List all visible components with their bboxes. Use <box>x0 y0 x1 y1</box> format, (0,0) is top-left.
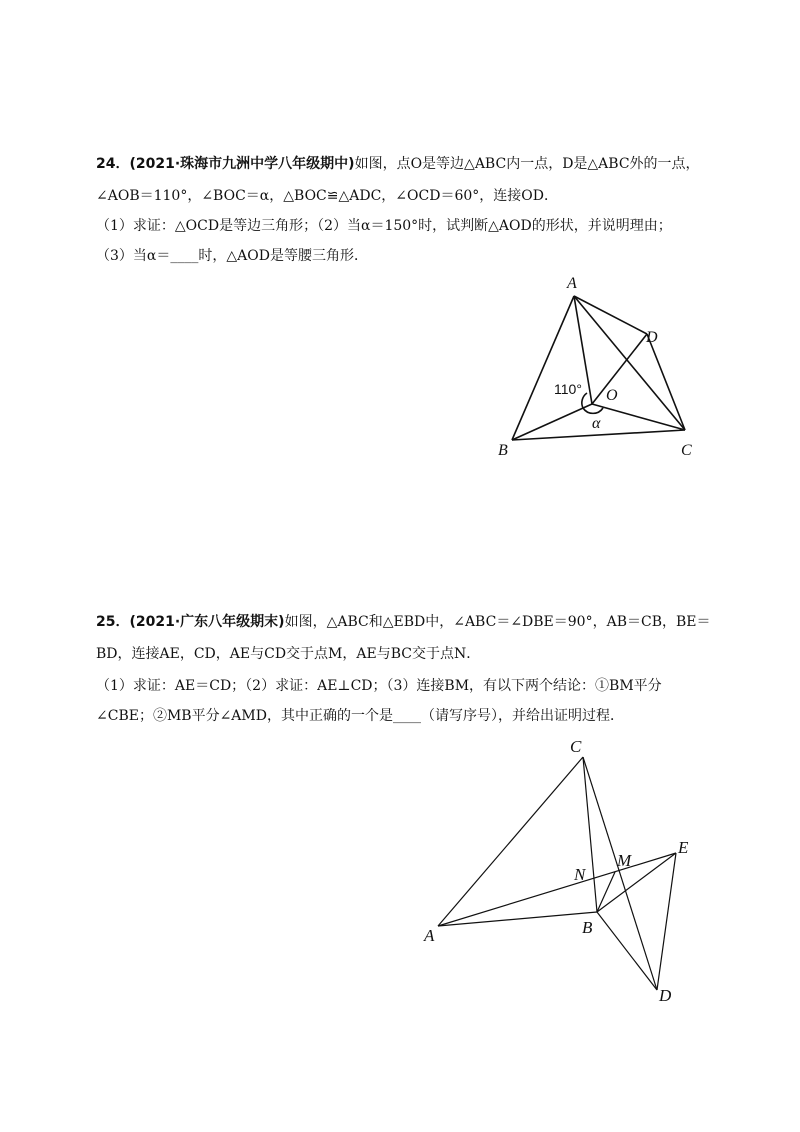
alpha-label: α <box>592 415 601 432</box>
p25-source: (2021·广东八年级期末) <box>129 614 285 630</box>
label-n: N <box>574 865 586 884</box>
segment-dc <box>647 334 685 430</box>
label-o: O <box>606 387 618 404</box>
label-d: D <box>659 986 672 1005</box>
segment-ca <box>438 757 583 926</box>
segment-od <box>592 334 647 404</box>
segment-bd <box>597 912 657 990</box>
p24-source: (2021·珠海市九洲中学八年级期中) <box>129 156 355 172</box>
label-a: A <box>424 926 435 945</box>
angle-boc-arc <box>583 408 603 413</box>
p25-line2: BD，连接AE，CD，AE与CD交于点M，AE与BC交于点N． <box>96 646 481 662</box>
label-d: D <box>646 329 658 346</box>
p24-number: 24． <box>96 156 130 172</box>
p25-line4: ∠CBE；②MB平分∠AMD，其中正确的一个是____（请写序号），并给出证明过程． <box>96 708 624 724</box>
segment-ab <box>512 296 574 440</box>
segment-bo <box>512 404 592 440</box>
p25-line3: （1）求证：AE＝CD；（2）求证：AE⊥CD；（3）连接BM，有以下两个结论：①BM平分 <box>96 678 662 694</box>
label-a: A <box>567 275 577 292</box>
label-b: B <box>498 442 508 459</box>
label-m: M <box>617 851 632 870</box>
segment-oc <box>592 404 685 430</box>
segment-be <box>597 853 676 912</box>
p25-number: 25． <box>96 614 130 630</box>
figure-25 <box>438 757 676 990</box>
segment-ac <box>574 296 685 430</box>
p24-line4: （3）当α＝____时，△AOD是等腰三角形． <box>96 248 368 264</box>
p24-line2: ∠AOB＝110°，∠BOC＝α，△BOC≌△ADC，∠OCD＝60°，连接OD． <box>96 188 558 204</box>
segment-ad <box>574 296 647 334</box>
p24-line3: （1）求证：△OCD是等边三角形；（2）当α＝150°时，试判断△AOD的形状，并说明理由； <box>96 218 672 234</box>
label-c: C <box>681 442 692 459</box>
label-e: E <box>678 838 689 857</box>
label-c: C <box>570 737 582 756</box>
p25-line1-text: 如图，△ABC和△EBD中，∠ABC＝∠DBE＝90°，AB＝CB，BE＝ <box>284 614 711 630</box>
segment-ed <box>657 853 676 990</box>
p24-line1-text: 如图，点O是等边△ABC内一点，D是△ABC外的一点， <box>354 156 700 172</box>
angle-110-label: 110° <box>554 381 582 397</box>
label-b: B <box>582 918 593 937</box>
